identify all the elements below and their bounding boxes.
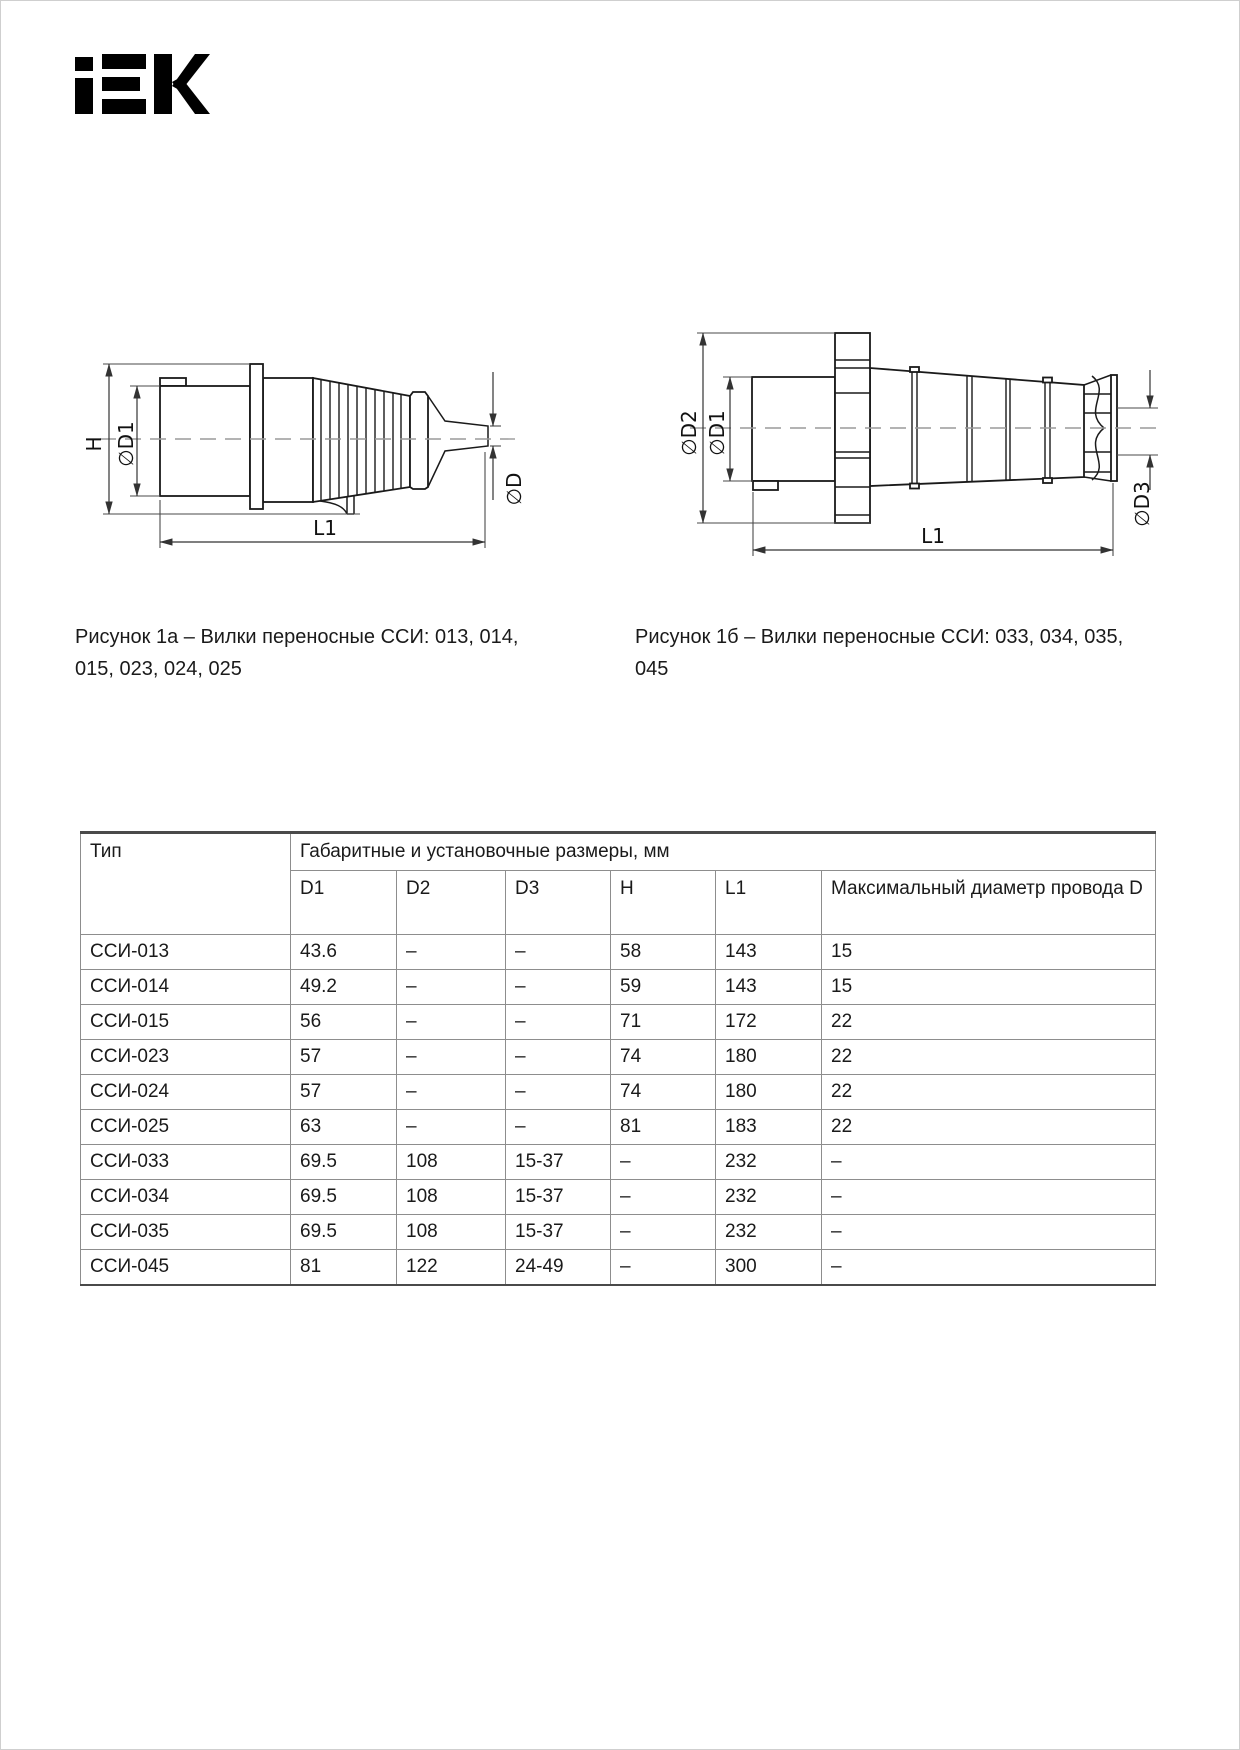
- table-row: [81, 1005, 1156, 1040]
- cell: 232: [716, 1180, 822, 1215]
- dim-label-h: H: [82, 436, 106, 452]
- figure-1a-drawing: [80, 292, 530, 572]
- cell: 49.2: [291, 970, 397, 1005]
- cell: 22: [822, 1005, 1156, 1040]
- cell: 43.6: [291, 935, 397, 970]
- cell-type: ССИ-014: [81, 970, 291, 1005]
- col-header-max-wire-diameter: Максимальный диаметр провода D: [822, 871, 1156, 935]
- cell: –: [397, 1110, 506, 1145]
- cell-type: ССИ-013: [81, 935, 291, 970]
- cell: 22: [822, 1075, 1156, 1110]
- col-header-d3: D3: [506, 871, 611, 935]
- cell: –: [397, 1075, 506, 1110]
- cell: –: [506, 1110, 611, 1145]
- iek-logo: [75, 54, 212, 115]
- dim-label-d3: ∅D3: [1130, 481, 1154, 527]
- cell: 81: [611, 1110, 716, 1145]
- cell: –: [822, 1180, 1156, 1215]
- col-header-type: Тип: [81, 833, 291, 935]
- cell: 74: [611, 1075, 716, 1110]
- cell-type: ССИ-033: [81, 1145, 291, 1180]
- cell: 71: [611, 1005, 716, 1040]
- cell: 63: [291, 1110, 397, 1145]
- col-header-h: H: [611, 871, 716, 935]
- cell: 69.5: [291, 1180, 397, 1215]
- cell: –: [397, 970, 506, 1005]
- cell: –: [397, 935, 506, 970]
- cell: –: [822, 1145, 1156, 1180]
- cell: 183: [716, 1110, 822, 1145]
- col-header-d1: D1: [291, 871, 397, 935]
- table-row: [81, 1040, 1156, 1075]
- cell: 143: [716, 970, 822, 1005]
- cell: 15-37: [506, 1145, 611, 1180]
- cell: 81: [291, 1250, 397, 1285]
- cell: –: [506, 1040, 611, 1075]
- cell: 122: [397, 1250, 506, 1285]
- cell-type: ССИ-015: [81, 1005, 291, 1040]
- cell: 57: [291, 1075, 397, 1110]
- cell-type: ССИ-034: [81, 1180, 291, 1215]
- cell: 22: [822, 1040, 1156, 1075]
- cell: 300: [716, 1250, 822, 1285]
- cell: –: [397, 1005, 506, 1040]
- cell: –: [611, 1180, 716, 1215]
- cell: –: [506, 935, 611, 970]
- table-row: [81, 935, 1156, 970]
- cell: –: [506, 970, 611, 1005]
- table-row: [81, 1110, 1156, 1145]
- dim-label-l1: L1: [313, 516, 337, 540]
- cell: 108: [397, 1180, 506, 1215]
- cell-type: ССИ-025: [81, 1110, 291, 1145]
- cell: 59: [611, 970, 716, 1005]
- cell: 232: [716, 1145, 822, 1180]
- cell: –: [506, 1005, 611, 1040]
- dimensions-table: [80, 831, 1156, 1286]
- dim-label-d1: ∅D1: [114, 421, 138, 467]
- cell: 69.5: [291, 1145, 397, 1180]
- col-header-group: Габаритные и установочные размеры, мм: [291, 833, 1156, 871]
- cell: 22: [822, 1110, 1156, 1145]
- cell: 180: [716, 1075, 822, 1110]
- cell: 15-37: [506, 1215, 611, 1250]
- cell: 143: [716, 935, 822, 970]
- table-row: [81, 1215, 1156, 1250]
- cell: 108: [397, 1215, 506, 1250]
- cell: 232: [716, 1215, 822, 1250]
- cell-type: ССИ-024: [81, 1075, 291, 1110]
- table-row: [81, 1250, 1156, 1285]
- cell: –: [822, 1250, 1156, 1285]
- cell: 15: [822, 970, 1156, 1005]
- cell: 180: [716, 1040, 822, 1075]
- cell-type: ССИ-035: [81, 1215, 291, 1250]
- cell: 74: [611, 1040, 716, 1075]
- cell: –: [397, 1040, 506, 1075]
- cell: 172: [716, 1005, 822, 1040]
- table-row: [81, 1075, 1156, 1110]
- dim-label-d2: ∅D2: [677, 410, 701, 456]
- table-row: [81, 1180, 1156, 1215]
- figure-1b-drawing: [600, 278, 1180, 573]
- table-row: [81, 1145, 1156, 1180]
- cell: 56: [291, 1005, 397, 1040]
- table-row: [81, 970, 1156, 1005]
- cell: –: [611, 1145, 716, 1180]
- cell: –: [506, 1075, 611, 1110]
- cell: 24-49: [506, 1250, 611, 1285]
- cell-type: ССИ-023: [81, 1040, 291, 1075]
- cell: –: [822, 1215, 1156, 1250]
- dim-label-d: ∅D: [502, 472, 526, 506]
- cell: –: [611, 1215, 716, 1250]
- cell-type: ССИ-045: [81, 1250, 291, 1285]
- cell: –: [611, 1250, 716, 1285]
- figure-1b-caption: Рисунок 1б – Вилки переносные ССИ: 033, 034, 035, 045: [635, 626, 1124, 680]
- figure-1a-caption: Рисунок 1а – Вилки переносные ССИ: 013, 014, 015, 023, 024, 025: [75, 626, 519, 680]
- col-header-d2: D2: [397, 871, 506, 935]
- cell: 15-37: [506, 1180, 611, 1215]
- col-header-l1: L1: [716, 871, 822, 935]
- cell: 57: [291, 1040, 397, 1075]
- cell: 108: [397, 1145, 506, 1180]
- cell: 58: [611, 935, 716, 970]
- dim-label-l1b: L1: [921, 524, 945, 548]
- dim-label-d1b: ∅D1: [705, 410, 729, 456]
- cell: 69.5: [291, 1215, 397, 1250]
- cell: 15: [822, 935, 1156, 970]
